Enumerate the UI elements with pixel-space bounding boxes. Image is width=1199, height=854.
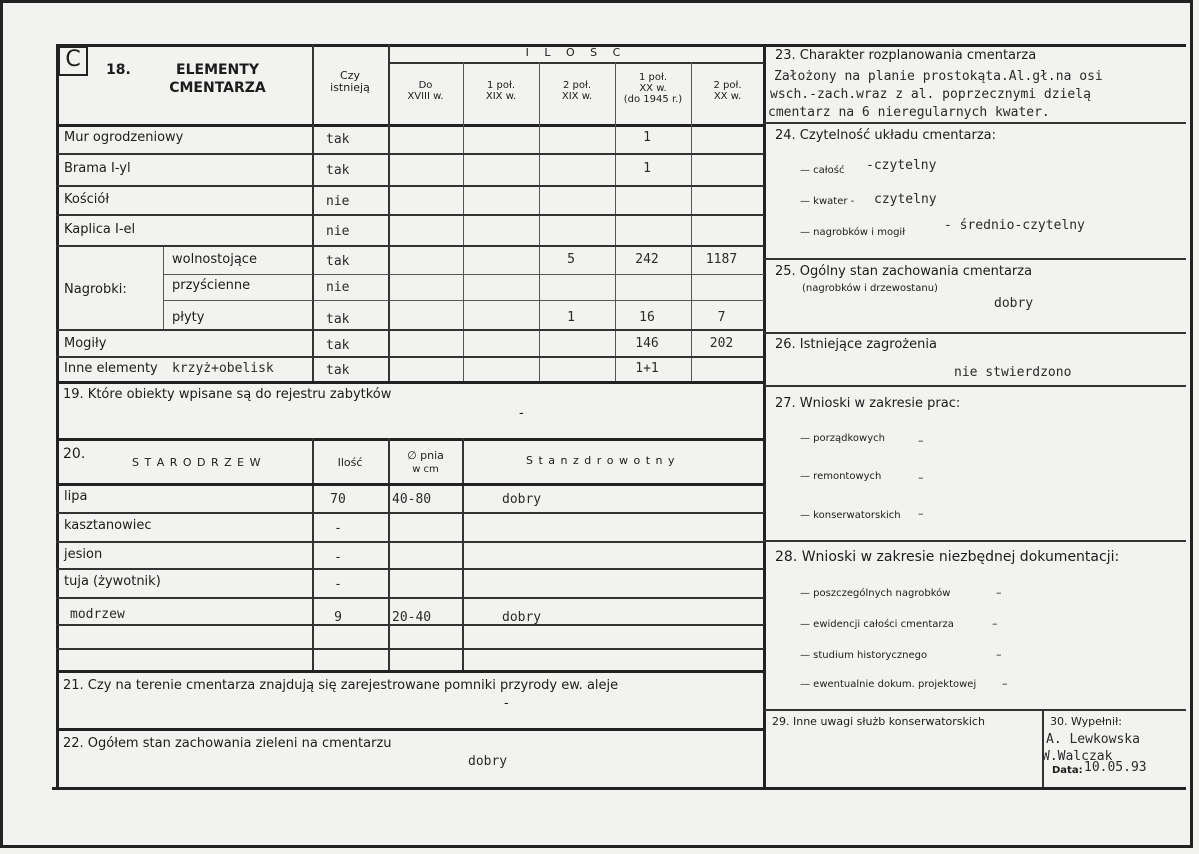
element-row-exists: tak: [326, 363, 350, 378]
q20-diam-header-line1: ∅ pnia: [407, 449, 444, 462]
tree-species: jesion: [64, 547, 103, 562]
ilosc-header: I L O Ś C: [525, 46, 627, 59]
element-row-extra: krzyż+obelisk: [172, 361, 274, 376]
element-row-exists: tak: [326, 163, 350, 178]
q24-item1-label: — całość: [800, 165, 845, 176]
element-row-label: Mogiły: [64, 336, 107, 351]
q20-number: 20.: [63, 446, 86, 462]
q30-date-value: 10.05.93: [1084, 760, 1147, 775]
element-row-exists: tak: [326, 338, 350, 353]
q19-value: -: [519, 406, 524, 421]
element-row-count: 146: [635, 336, 659, 351]
q27-item-value: –: [918, 507, 924, 520]
q28-item-label: — ewentualnie dokum. projektowej: [800, 679, 977, 690]
elementy-title-line1: ELEMENTY: [176, 62, 259, 78]
element-row-label: przyścienne: [172, 278, 251, 293]
exists-header-line2: istnieją: [330, 81, 370, 94]
element-row-exists: tak: [326, 312, 350, 327]
element-row-count: 1: [643, 130, 651, 145]
element-row-count: 5: [567, 252, 575, 267]
q28-item-value: –: [996, 648, 1002, 661]
q28-item-label: — ewidencji całości cmentarza: [800, 619, 954, 630]
q28-item-value: –: [992, 617, 998, 630]
period-header-line1: 2 poł.: [713, 80, 742, 91]
tree-diameter: 40-80: [392, 492, 432, 507]
section-letter-box: C: [58, 46, 88, 76]
q24-item2-value: czytelny: [874, 192, 937, 207]
q30-name1: A. Lewkowska: [1046, 732, 1140, 747]
q20-health-header: S t a n z d r o w o t n y: [526, 454, 676, 467]
elementy-title-line2: CMENTARZA: [169, 80, 266, 96]
q26-label: 26. Istniejące zagrożenia: [775, 337, 937, 352]
tree-species: tuja (żywotnik): [64, 574, 161, 589]
q19-label: 19. Które obiekty wpisane są do rejestru zabytków: [63, 387, 392, 402]
element-row-label: wolnostojące: [172, 252, 257, 267]
q27-item-value: –: [918, 434, 924, 447]
element-row-label: Brama I-yl: [64, 161, 131, 176]
element-row-label: Mur ogrodzeniowy: [64, 130, 184, 145]
q24-item1-value: -czytelny: [866, 158, 937, 173]
q20-diam-header-line2: w cm: [412, 464, 439, 475]
q24-item2-label: — kwater -: [800, 196, 855, 207]
element-row-label: płyty: [172, 310, 205, 325]
q27-item-label: — remontowych: [800, 471, 882, 482]
q27-item-label: — porządkowych: [800, 433, 885, 444]
q20-title: S T A R O D R Z E W: [132, 456, 262, 469]
element-row-exists: nie: [326, 194, 350, 209]
tree-diameter: 20-40: [392, 610, 432, 625]
element-row-label: Kaplica I-el: [64, 222, 136, 237]
q23-line3: cmentarz na 6 nieregularnych kwater.: [768, 105, 1050, 120]
q27-label: 27. Wnioski w zakresie prac:: [775, 396, 961, 411]
q23-label: 23. Charakter rozplanowania cmentarza: [775, 48, 1037, 63]
exists-header-line1: Czy: [340, 69, 360, 82]
period-header-line1: 1 poł.: [486, 80, 516, 91]
period-header-line1: Do: [418, 80, 433, 91]
q23-line2: wsch.-zach.wraz z al. poprzecznymi dzielą: [770, 87, 1091, 102]
element-row-count: 242: [635, 252, 659, 267]
tree-count: -: [334, 577, 342, 592]
q28-item-label: — poszczególnych nagrobków: [800, 588, 951, 599]
element-row-count: 1+1: [635, 361, 659, 376]
q27-item-label: — konserwatorskich: [800, 510, 901, 521]
element-row-count: 1: [567, 310, 575, 325]
element-row-exists: nie: [326, 224, 350, 239]
q28-label: 28. Wnioski w zakresie niezbędnej dokumentacji:: [775, 549, 1120, 565]
q24-item3-label: — nagrobków i mogił: [800, 227, 906, 238]
q25-label: 25. Ogólny stan zachowania cmentarza: [775, 264, 1033, 279]
q20-count-header: Ilość: [337, 456, 363, 469]
q22-label: 22. Ogółem stan zachowania zieleni na cmentarzu: [63, 736, 392, 751]
tree-count: 70: [330, 492, 346, 507]
tree-count: -: [334, 550, 342, 565]
element-row-exists: nie: [326, 280, 350, 295]
q29-label: 29. Inne uwagi służb konserwatorskich: [772, 715, 985, 728]
nagrobki-label: Nagrobki:: [64, 282, 127, 297]
q28-item-value: –: [996, 586, 1002, 599]
q24-label: 24. Czytelność układu cmentarza:: [775, 128, 997, 143]
period-header-line1: 1 poł.: [638, 72, 668, 83]
period-header-line3: (do 1945 r.): [623, 94, 683, 105]
tree-health: dobry: [502, 492, 542, 507]
period-header-line1: 2 poł.: [562, 80, 592, 91]
element-row-exists: tak: [326, 132, 350, 147]
period-header-line2: XIX w.: [561, 91, 593, 102]
tree-species: kasztanowiec: [64, 518, 152, 533]
q30-label: 30. Wypełnił:: [1050, 715, 1122, 728]
element-row-label: Inne elementy: [64, 361, 158, 376]
q21-value: -: [504, 696, 509, 711]
element-row-count: 1187: [705, 252, 738, 267]
section-number: 18.: [106, 62, 131, 78]
q30-date-label: Data:: [1052, 765, 1083, 776]
tree-count: -: [334, 521, 342, 536]
q28-item-value: –: [1002, 677, 1008, 690]
element-row-label: Kościół: [64, 192, 110, 207]
period-header-line2: XX w.: [639, 83, 667, 94]
element-row-exists: tak: [326, 254, 350, 269]
tree-health: dobry: [502, 610, 542, 625]
q25-value: dobry: [994, 296, 1034, 311]
element-row-count: 1: [643, 161, 651, 176]
q26-value: nie stwierdzono: [954, 365, 1072, 380]
q27-item-value: –: [918, 471, 924, 484]
element-row-count: 7: [717, 310, 726, 325]
tree-species: lipa: [64, 489, 88, 504]
q30-name2: W.Walczak: [1042, 749, 1113, 764]
period-header-line2: XIX w.: [485, 91, 517, 102]
period-header-line2: XX w.: [713, 91, 742, 102]
tree-count: 9: [334, 610, 342, 625]
q28-item-label: — studium historycznego: [800, 650, 928, 661]
q21-label: 21. Czy na terenie cmentarza znajdują się zarejestrowane pomniki przyrody ew. aleje: [63, 678, 619, 693]
q25-sub: (nagrobków i drzewostanu): [802, 283, 938, 294]
element-row-count: 16: [639, 310, 655, 325]
q23-line1: Założony na planie prostokąta.Al.gł.na osi: [774, 69, 1103, 84]
q22-value: dobry: [468, 754, 508, 769]
tree-species: modrzew: [70, 607, 125, 622]
element-row-count: 202: [709, 336, 734, 351]
period-header-line2: XVIII w.: [407, 91, 444, 102]
q24-item3-value: - średnio-czytelny: [944, 218, 1085, 233]
